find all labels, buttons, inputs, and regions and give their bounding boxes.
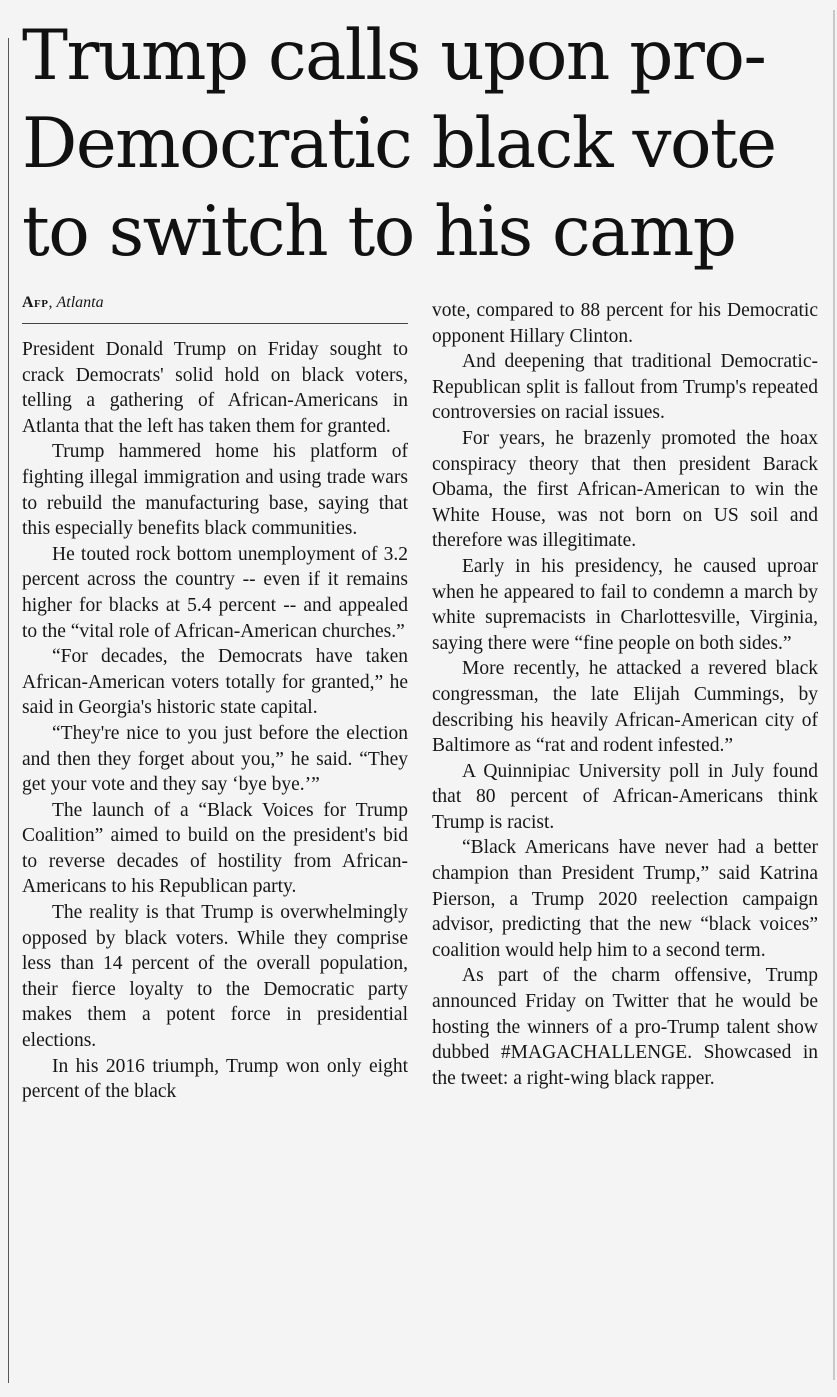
paragraph: President Donald Trump on Friday sought to crack Democrats' solid hold on black voters, telling a gathering of African-Americans in Atlanta that the left has taken them for granted. — [22, 339, 408, 437]
paragraph: “Black Americans have never had a better champion than President Trump,” said Katrina Pierson, a Trump 2020 reelection campaign advisor, predicting that the new “black voices” coalition would help him to a second term. — [432, 837, 818, 961]
byline: Afp, Atlanta — [22, 294, 104, 311]
paragraph: “For decades, the Democrats have taken African-American voters totally for granted,” he said in Georgia's historic state capital. — [22, 646, 408, 719]
paragraph: Early in his presidency, he caused uproar when he appeared to fail to condemn a march by white supremacists in Charlottesville, Virginia, saying there were “fine people on both sides.” — [432, 555, 818, 654]
page-edge — [833, 10, 835, 1380]
paragraph: For years, he brazenly promoted the hoax conspiracy theory that then president Barack Obama, the first African-American to win the White House, was not born on US soil and therefore was illegitimate. — [432, 427, 818, 552]
paragraph: vote, compared to 88 percent for his Democratic opponent Hillary Clinton. — [432, 300, 818, 347]
paragraph: “They're nice to you just before the election and then they forget about you,” he said. “They get your vote and they say ‘bye bye.’” — [22, 722, 408, 796]
article-column-left — [22, 337, 408, 1105]
paragraph: Trump hammered home his platform of fighting illegal immigration and using trade wars to rebuild the manufacturing base, saying that this especially benefits black communities. — [22, 441, 408, 540]
paragraph: The reality is that Trump is overwhelmingly opposed by black voters. While they comprise less than 14 percent of the overall population, their fierce loyalty to the Democratic party makes them a potent force in presidential elections. — [22, 902, 408, 1052]
paragraph: In his 2016 triumph, Trump won only eight percent of the black — [22, 1055, 408, 1103]
paragraph: As part of the charm offensive, Trump announced Friday on Twitter that he would be hosting the winners of a pro-Trump talent show dubbed #MAGACHALLENGE. Showcased in the tweet: a right-wing black rapper. — [432, 965, 818, 1089]
paragraph: And deepening that traditional Democratic-Republican split is fallout from Trump's repeated controversies on racial issues. — [432, 351, 818, 424]
article-column-right — [432, 298, 818, 1091]
column-rule — [8, 38, 9, 1383]
paragraph: More recently, he attacked a revered black congressman, the late Elijah Cummings, by describing his heavily African-American city of Baltimore as “rat and rodent infested.” — [432, 658, 818, 757]
paragraph: The launch of a “Black Voices for Trump Coalition” aimed to build on the president's bid to reverse decades of hostility from African-Americans to his Republican party. — [22, 799, 408, 898]
headline: Trump calls upon pro-Democratic black vote to switch to his camp — [22, 16, 776, 272]
byline-agency: Afp — [22, 294, 49, 311]
paragraph: A Quinnipiac University poll in July found that 80 percent of African-Americans think Trump is racist. — [432, 760, 818, 833]
byline-place: Atlanta — [56, 294, 104, 311]
byline-divider — [22, 323, 408, 324]
paragraph: He touted rock bottom unemployment of 3.2 percent across the country -- even if it remains higher for blacks at 5.4 percent -- and appealed to the “vital role of African-American churches.” — [22, 543, 408, 642]
